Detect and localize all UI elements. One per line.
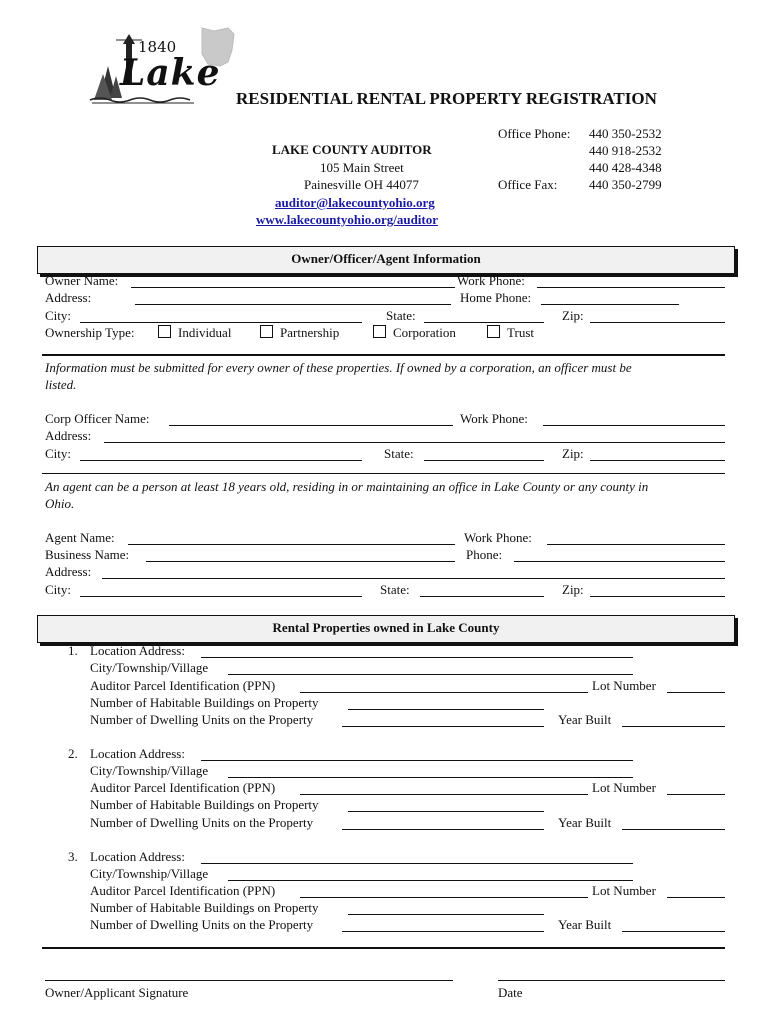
checkbox-icon[interactable] xyxy=(487,325,500,338)
city-township-field[interactable] xyxy=(228,674,633,675)
corp-officer-label: Corp Officer Name: xyxy=(45,411,150,426)
agent-city-label: City: xyxy=(45,582,72,597)
ownership-type-corporation[interactable] xyxy=(373,325,456,341)
owner-home-phone-label: Home Phone: xyxy=(460,290,532,305)
auditor-name: LAKE COUNTY AUDITOR xyxy=(272,142,432,157)
dwelling-units-label: Number of Dwelling Units on the Property xyxy=(90,712,314,727)
office-phone-1: 440 350-2532 xyxy=(589,126,662,141)
year-built-label: Year Built xyxy=(558,815,612,830)
ownership-type-label-text: Trust xyxy=(507,325,534,340)
agent-zip-label: Zip: xyxy=(562,582,584,597)
owner-name-field[interactable] xyxy=(131,287,455,288)
page-title: RESIDENTIAL RENTAL PROPERTY REGISTRATION xyxy=(236,89,657,108)
section-divider xyxy=(42,354,725,356)
owner-address-label: Address: xyxy=(45,290,92,305)
owner-note: Information must be submitted for every owner of these properties. If owned by a corporation, an officer must be xyxy=(45,360,632,375)
city-township-field[interactable] xyxy=(228,777,633,778)
office-fax: 440 350-2799 xyxy=(589,177,662,192)
owner-home-phone-field[interactable] xyxy=(541,304,679,305)
auditor-website-link[interactable]: www.lakecountyohio.org/auditor xyxy=(256,212,439,227)
habitable-buildings-label: Number of Habitable Buildings on Property xyxy=(90,797,319,812)
lot-number-label: Lot Number xyxy=(592,678,656,693)
corp-state-label: State: xyxy=(384,446,414,461)
corp-zip-label: Zip: xyxy=(562,446,584,461)
date-label: Date xyxy=(498,985,523,1000)
lake-county-logo xyxy=(86,26,246,104)
agent-address-field[interactable] xyxy=(102,578,725,579)
location-address-field[interactable] xyxy=(201,760,633,761)
agent-name-label: Agent Name: xyxy=(45,530,115,545)
agent-address-label: Address: xyxy=(45,564,92,579)
checkbox-icon[interactable] xyxy=(260,325,273,338)
habitable-buildings-field[interactable] xyxy=(348,709,544,710)
lot-number-label: Lot Number xyxy=(592,883,656,898)
city-township-label: City/Township/Village xyxy=(90,763,209,778)
ownership-type-label-text: Partnership xyxy=(280,325,340,340)
section-divider xyxy=(42,473,725,474)
corp-address-field[interactable] xyxy=(104,442,725,443)
owner-note-cont: listed. xyxy=(45,377,77,392)
corp-address-label: Address: xyxy=(45,428,92,443)
habitable-buildings-label: Number of Habitable Buildings on Property xyxy=(90,695,319,710)
checkbox-icon[interactable] xyxy=(158,325,171,338)
dwelling-units-label: Number of Dwelling Units on the Property xyxy=(90,815,314,830)
ownership-type-individual[interactable] xyxy=(158,325,231,341)
year-built-field[interactable] xyxy=(622,931,725,932)
agent-work-phone-field[interactable] xyxy=(547,544,725,545)
corp-city-label: City: xyxy=(45,446,72,461)
agent-phone-label: Phone: xyxy=(466,547,503,562)
checkbox-icon[interactable] xyxy=(373,325,386,338)
year-built-field[interactable] xyxy=(622,726,725,727)
year-built-label: Year Built xyxy=(558,712,612,727)
agent-note: An agent can be a person at least 18 years old, residing in or maintaining an office in Lake County or any county in xyxy=(45,479,649,494)
city-township-field[interactable] xyxy=(228,880,633,881)
auditor-street: 105 Main Street xyxy=(320,160,404,175)
city-township-label: City/Township/Village xyxy=(90,660,209,675)
business-name-label: Business Name: xyxy=(45,547,130,562)
property-number: 2. xyxy=(68,746,78,761)
office-fax-label: Office Fax: xyxy=(498,177,558,192)
property-number: 3. xyxy=(68,849,78,864)
ownership-type-label-text: Individual xyxy=(178,325,232,340)
habitable-buildings-label: Number of Habitable Buildings on Property xyxy=(90,900,319,915)
lot-number-field[interactable] xyxy=(667,897,725,898)
dwelling-units-label: Number of Dwelling Units on the Property xyxy=(90,917,314,932)
owner-zip-field[interactable] xyxy=(590,322,725,323)
owner-signature-label: Owner/Applicant Signature xyxy=(45,985,189,1000)
owner-section-header: Owner/Officer/Agent Information xyxy=(37,246,735,274)
section-divider xyxy=(42,947,725,949)
dwelling-units-field[interactable] xyxy=(342,726,544,727)
owner-city-field[interactable] xyxy=(80,322,362,323)
office-phone-label: Office Phone: xyxy=(498,126,571,141)
agent-note-cont: Ohio. xyxy=(45,496,75,511)
corp-city-field[interactable] xyxy=(80,460,362,461)
location-address-field[interactable] xyxy=(201,657,633,658)
owner-work-phone-label: Work Phone: xyxy=(457,273,525,288)
location-address-field[interactable] xyxy=(201,863,633,864)
business-name-field[interactable] xyxy=(146,561,455,562)
corp-work-phone-field[interactable] xyxy=(543,425,725,426)
agent-zip-field[interactable] xyxy=(590,596,725,597)
ownership-type-label-text: Corporation xyxy=(393,325,456,340)
property-number: 1. xyxy=(68,643,78,658)
owner-city-label: City: xyxy=(45,308,72,323)
office-phone-2: 440 918-2532 xyxy=(589,143,662,158)
agent-phone-field[interactable] xyxy=(514,561,725,562)
owner-work-phone-field[interactable] xyxy=(537,287,725,288)
dwelling-units-field[interactable] xyxy=(342,829,544,830)
agent-city-field[interactable] xyxy=(80,596,362,597)
corp-officer-field[interactable] xyxy=(169,425,453,426)
ppn-field[interactable] xyxy=(300,897,588,898)
habitable-buildings-field[interactable] xyxy=(348,914,544,915)
owner-zip-label: Zip: xyxy=(562,308,584,323)
ownership-type-trust[interactable] xyxy=(487,325,534,341)
ppn-field[interactable] xyxy=(300,794,588,795)
lot-number-label: Lot Number xyxy=(592,780,656,795)
agent-name-field[interactable] xyxy=(128,544,455,545)
habitable-buildings-field[interactable] xyxy=(348,811,544,812)
date-field[interactable] xyxy=(498,980,725,981)
ppn-label: Auditor Parcel Identification (PPN) xyxy=(90,780,276,795)
ppn-label: Auditor Parcel Identification (PPN) xyxy=(90,678,276,693)
logo-year: 1840 xyxy=(138,38,177,56)
agent-work-phone-label: Work Phone: xyxy=(464,530,532,545)
owner-name-label: Owner Name: xyxy=(45,273,119,288)
office-phone-3: 440 428-4348 xyxy=(589,160,662,175)
logo-name: Lake xyxy=(120,52,221,94)
agent-state-label: State: xyxy=(380,582,410,597)
ppn-field[interactable] xyxy=(300,692,588,693)
ownership-type-label: Ownership Type: xyxy=(45,325,135,340)
location-address-label: Location Address: xyxy=(90,643,185,658)
auditor-city: Painesville OH 44077 xyxy=(304,177,419,192)
agent-state-field[interactable] xyxy=(420,596,544,597)
year-built-label: Year Built xyxy=(558,917,612,932)
auditor-email-link[interactable]: auditor@lakecountyohio.org xyxy=(275,195,435,210)
location-address-label: Location Address: xyxy=(90,746,185,761)
corp-zip-field[interactable] xyxy=(590,460,725,461)
corp-work-phone-label: Work Phone: xyxy=(460,411,528,426)
owner-state-field[interactable] xyxy=(424,322,544,323)
owner-address-field[interactable] xyxy=(135,304,451,305)
city-township-label: City/Township/Village xyxy=(90,866,209,881)
owner-signature-field[interactable] xyxy=(45,980,453,981)
lot-number-field[interactable] xyxy=(667,692,725,693)
properties-section-header: Rental Properties owned in Lake County xyxy=(37,615,735,643)
owner-state-label: State: xyxy=(386,308,416,323)
ownership-type-partnership[interactable] xyxy=(260,325,339,341)
year-built-field[interactable] xyxy=(622,829,725,830)
location-address-label: Location Address: xyxy=(90,849,185,864)
corp-state-field[interactable] xyxy=(424,460,544,461)
lot-number-field[interactable] xyxy=(667,794,725,795)
dwelling-units-field[interactable] xyxy=(342,931,544,932)
ppn-label: Auditor Parcel Identification (PPN) xyxy=(90,883,276,898)
